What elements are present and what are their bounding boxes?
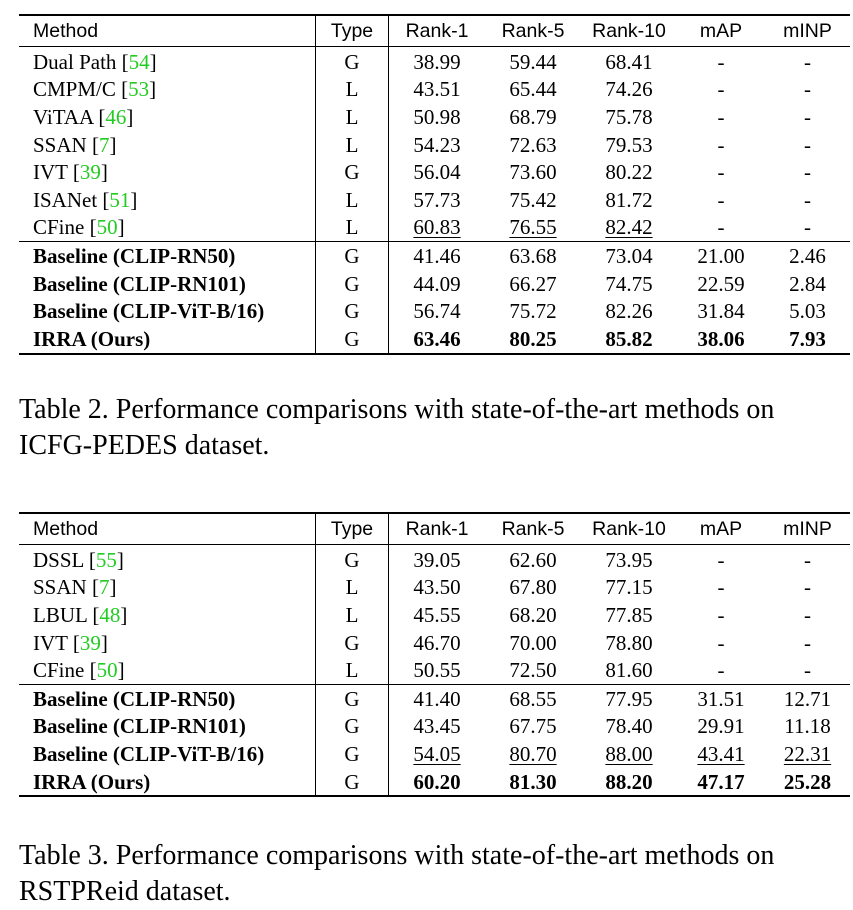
citation-link[interactable]: 50 xyxy=(96,215,118,240)
rank10-cell: 77.15 xyxy=(605,575,653,600)
second-best-value: 60.83 xyxy=(413,215,461,240)
table-row xyxy=(19,713,850,741)
method-cell: Baseline (CLIP-RN50) xyxy=(33,243,236,268)
minp-cell: 5.03 xyxy=(789,299,826,324)
map-cell: - xyxy=(717,160,725,185)
results-table-rstpreid xyxy=(19,512,850,797)
minp-cell: - xyxy=(804,132,811,157)
type-cell: L xyxy=(316,656,389,684)
rank1-cell: 43.51 xyxy=(413,77,461,102)
citation-link[interactable]: 39 xyxy=(79,630,101,655)
map-cell: 31.84 xyxy=(697,299,745,324)
minp-cell: - xyxy=(804,630,811,655)
map-cell: - xyxy=(717,132,725,157)
rank5-cell: 75.42 xyxy=(509,187,557,212)
map-cell: - xyxy=(717,77,725,102)
citation-link[interactable]: 54 xyxy=(128,49,150,74)
rank1-cell: 39.05 xyxy=(413,547,461,572)
type-cell: L xyxy=(316,103,389,131)
minp-cell: - xyxy=(804,49,811,74)
method-cell: Dual Path [54] xyxy=(33,49,157,74)
method-cell: IRRA (Ours) xyxy=(33,769,151,794)
method-cell: Baseline (CLIP-RN50) xyxy=(33,686,236,711)
type-cell: L xyxy=(316,601,389,629)
table-row xyxy=(19,214,850,242)
method-name: IVT xyxy=(33,160,68,185)
rank10-cell xyxy=(581,740,677,768)
table-3 xyxy=(19,512,834,797)
rank1-cell: 46.70 xyxy=(413,630,461,655)
map-cell: - xyxy=(717,630,725,655)
rank1-cell: 45.55 xyxy=(413,602,461,627)
minp-cell: - xyxy=(804,187,811,212)
table-row xyxy=(19,270,850,298)
citation-link[interactable]: 46 xyxy=(105,104,127,129)
rank1-cell: 38.99 xyxy=(413,49,461,74)
map-cell xyxy=(677,740,765,768)
type-cell: L xyxy=(316,76,389,104)
rank5-cell: 72.63 xyxy=(509,132,557,157)
header-method: Method xyxy=(33,518,99,540)
rank10-cell: 78.40 xyxy=(605,714,653,739)
method-cell: SSAN [7] xyxy=(33,575,117,600)
table-row-ours xyxy=(19,768,850,797)
second-best-value: 76.55 xyxy=(509,215,557,240)
rank10-cell: 68.41 xyxy=(605,49,653,74)
rank10-cell: 73.95 xyxy=(605,547,653,572)
rank1-cell: 43.45 xyxy=(413,714,461,739)
rank10-cell xyxy=(581,214,677,242)
header-rank10: Rank-10 xyxy=(592,518,666,540)
type-cell: L xyxy=(316,214,389,242)
header-rank5: Rank-5 xyxy=(501,20,565,42)
second-best-value: 88.00 xyxy=(605,741,653,766)
rank10-cell: 79.53 xyxy=(605,132,653,157)
rank10-cell: 81.72 xyxy=(605,187,653,212)
citation-link[interactable]: 55 xyxy=(95,547,117,572)
header-row xyxy=(19,15,850,47)
method-name: Dual Path xyxy=(33,49,117,74)
method-cell: IVT [39] xyxy=(33,160,108,185)
rank1-cell xyxy=(389,740,486,768)
table-row xyxy=(19,629,850,657)
method-cell: Baseline (CLIP-ViT-B/16) xyxy=(33,741,265,766)
type-cell: G xyxy=(316,297,389,325)
rank1-cell: 63.46 xyxy=(413,326,461,351)
minp-cell: - xyxy=(804,215,811,240)
table-row xyxy=(19,656,850,684)
rank5-cell: 68.55 xyxy=(509,686,557,711)
rank5-cell: 67.80 xyxy=(509,575,557,600)
header-type: Type xyxy=(316,513,389,545)
rank1-cell: 56.04 xyxy=(413,160,461,185)
rank1-cell: 41.46 xyxy=(413,243,461,268)
header-rank1: Rank-1 xyxy=(405,518,469,540)
method-name: SSAN xyxy=(33,132,87,157)
map-cell: - xyxy=(717,547,725,572)
map-cell: - xyxy=(717,104,725,129)
table-row xyxy=(19,684,850,712)
citation-link[interactable]: 7 xyxy=(98,132,110,157)
header-minp: mINP xyxy=(783,20,832,42)
rank10-cell: 75.78 xyxy=(605,104,653,129)
table-2-caption: Table 2. Performance comparisons with state-of-the-art methods on ICFG-PEDES dataset. xyxy=(19,394,775,461)
map-cell: - xyxy=(717,187,725,212)
type-cell: G xyxy=(316,270,389,298)
method-cell: LBUL [48] xyxy=(33,602,128,627)
type-cell: G xyxy=(316,545,389,574)
table-row xyxy=(19,47,850,76)
minp-cell: - xyxy=(804,575,811,600)
method-name: SSAN xyxy=(33,575,87,600)
type-cell: G xyxy=(316,47,389,76)
rank1-cell xyxy=(389,214,486,242)
header-map: mAP xyxy=(699,518,743,540)
method-name: ISANet xyxy=(33,187,98,212)
rank5-cell: 70.00 xyxy=(509,630,557,655)
minp-cell: 25.28 xyxy=(783,769,832,794)
minp-cell: - xyxy=(804,77,811,102)
rank5-cell: 65.44 xyxy=(509,77,557,102)
rank1-cell: 50.98 xyxy=(413,104,461,129)
map-cell: 22.59 xyxy=(697,271,745,296)
citation-link[interactable]: 51 xyxy=(109,187,131,212)
rank5-cell: 62.60 xyxy=(509,547,557,572)
table-row xyxy=(19,574,850,602)
rank5-cell: 75.72 xyxy=(509,299,557,324)
minp-cell: 2.84 xyxy=(789,271,826,296)
method-cell: CFine [50] xyxy=(33,215,125,240)
rank10-cell: 82.26 xyxy=(605,299,653,324)
method-cell: CFine [50] xyxy=(33,658,125,683)
header-rank1: Rank-1 xyxy=(405,20,469,42)
table-row xyxy=(19,545,850,574)
map-cell: 47.17 xyxy=(697,769,745,794)
type-cell: G xyxy=(316,325,389,354)
method-name: CMPM/C xyxy=(33,77,116,102)
minp-cell xyxy=(765,740,850,768)
method-name: IVT xyxy=(33,630,68,655)
rank5-cell: 73.60 xyxy=(509,160,557,185)
rank10-cell: 77.95 xyxy=(605,686,653,711)
method-cell: IVT [39] xyxy=(33,630,108,655)
rank1-cell: 56.74 xyxy=(413,299,461,324)
type-cell: L xyxy=(316,186,389,214)
second-best-value: 82.42 xyxy=(605,215,653,240)
minp-cell: - xyxy=(804,547,811,572)
map-cell: 29.91 xyxy=(697,714,745,739)
table-row xyxy=(19,103,850,131)
table-row xyxy=(19,158,850,186)
table-row xyxy=(19,186,850,214)
minp-cell: 7.93 xyxy=(789,326,826,351)
rank1-cell: 60.20 xyxy=(413,769,461,794)
header-type: Type xyxy=(316,15,389,47)
citation-link[interactable]: 53 xyxy=(128,77,150,102)
method-cell: DSSL [55] xyxy=(33,547,124,572)
rank5-cell: 68.20 xyxy=(509,602,557,627)
rank5-cell: 63.68 xyxy=(509,243,557,268)
rank5-cell xyxy=(485,214,581,242)
method-name: LBUL xyxy=(33,602,88,627)
citation-link[interactable]: 7 xyxy=(98,575,110,600)
results-table-icfg xyxy=(19,14,850,355)
method-cell: SSAN [7] xyxy=(33,132,117,157)
type-cell: G xyxy=(316,713,389,741)
method-name: ViTAA xyxy=(33,104,94,129)
type-cell: G xyxy=(316,768,389,797)
header-method: Method xyxy=(33,20,99,42)
rank10-cell: 80.22 xyxy=(605,160,653,185)
rank5-cell xyxy=(485,740,581,768)
method-cell: CMPM/C [53] xyxy=(33,77,157,102)
rank1-cell: 50.55 xyxy=(413,658,461,683)
second-best-value: 54.05 xyxy=(413,741,461,766)
type-cell: G xyxy=(316,242,389,270)
rank5-cell: 80.25 xyxy=(509,326,557,351)
minp-cell: - xyxy=(804,160,811,185)
type-cell: L xyxy=(316,574,389,602)
minp-cell: 12.71 xyxy=(783,686,832,711)
table-row-ours xyxy=(19,325,850,354)
header-rank5: Rank-5 xyxy=(501,518,565,540)
rank5-cell: 59.44 xyxy=(509,49,557,74)
table-row xyxy=(19,76,850,104)
map-cell: 31.51 xyxy=(697,686,745,711)
table-row xyxy=(19,740,850,768)
citation-link[interactable]: 39 xyxy=(79,160,101,185)
rank10-cell: 74.26 xyxy=(605,77,653,102)
method-cell: Baseline (CLIP-ViT-B/16) xyxy=(33,299,265,324)
rank5-cell: 81.30 xyxy=(509,769,557,794)
rank10-cell: 73.04 xyxy=(605,243,653,268)
rank5-cell: 67.75 xyxy=(509,714,557,739)
rank10-cell: 88.20 xyxy=(605,769,653,794)
rank10-cell: 78.80 xyxy=(605,630,653,655)
method-cell: Baseline (CLIP-RN101) xyxy=(33,714,246,739)
map-cell: - xyxy=(717,215,725,240)
minp-cell: - xyxy=(804,602,811,627)
type-cell: G xyxy=(316,158,389,186)
table-row xyxy=(19,242,850,270)
map-cell: - xyxy=(717,658,725,683)
map-cell: - xyxy=(717,575,725,600)
second-best-value: 22.31 xyxy=(783,741,832,766)
rank1-cell: 44.09 xyxy=(413,271,461,296)
type-cell: G xyxy=(316,740,389,768)
method-cell: ViTAA [46] xyxy=(33,104,134,129)
method-cell: Baseline (CLIP-RN101) xyxy=(33,271,246,296)
table-row xyxy=(19,601,850,629)
rank5-cell: 66.27 xyxy=(509,271,557,296)
second-best-value: 80.70 xyxy=(509,741,557,766)
minp-cell: - xyxy=(804,104,811,129)
rank5-cell: 68.79 xyxy=(509,104,557,129)
header-rank10: Rank-10 xyxy=(592,20,666,42)
rank1-cell: 57.73 xyxy=(413,187,461,212)
table-row xyxy=(19,131,850,159)
second-best-value: 43.41 xyxy=(697,741,745,766)
map-cell: 38.06 xyxy=(697,326,745,351)
rank10-cell: 74.75 xyxy=(605,271,653,296)
map-cell: - xyxy=(717,602,725,627)
type-cell: G xyxy=(316,629,389,657)
rank1-cell: 54.23 xyxy=(413,132,461,157)
map-cell: - xyxy=(717,49,725,74)
minp-cell: 11.18 xyxy=(784,714,831,739)
map-cell: 21.00 xyxy=(697,243,745,268)
rank10-cell: 85.82 xyxy=(605,326,653,351)
minp-cell: 2.46 xyxy=(789,243,826,268)
minp-cell: - xyxy=(804,658,811,683)
citation-link[interactable]: 48 xyxy=(99,602,121,627)
method-name: DSSL xyxy=(33,547,84,572)
method-name: CFine xyxy=(33,658,85,683)
rank10-cell: 81.60 xyxy=(605,658,653,683)
rank1-cell: 41.40 xyxy=(413,686,461,711)
table-row xyxy=(19,297,850,325)
type-cell: G xyxy=(316,684,389,712)
rank5-cell: 72.50 xyxy=(509,658,557,683)
table-2 xyxy=(19,14,834,355)
header-minp: mINP xyxy=(783,518,832,540)
method-cell: IRRA (Ours) xyxy=(33,326,151,351)
rank1-cell: 43.50 xyxy=(413,575,461,600)
type-cell: L xyxy=(316,131,389,159)
method-cell: ISANet [51] xyxy=(33,187,138,212)
method-name: CFine xyxy=(33,215,85,240)
header-row xyxy=(19,513,850,545)
rank10-cell: 77.85 xyxy=(605,602,653,627)
header-map: mAP xyxy=(699,20,743,42)
citation-link[interactable]: 50 xyxy=(96,658,118,683)
table-3-caption: Table 3. Performance comparisons with state-of-the-art methods on RSTPReid dataset. xyxy=(19,840,775,907)
